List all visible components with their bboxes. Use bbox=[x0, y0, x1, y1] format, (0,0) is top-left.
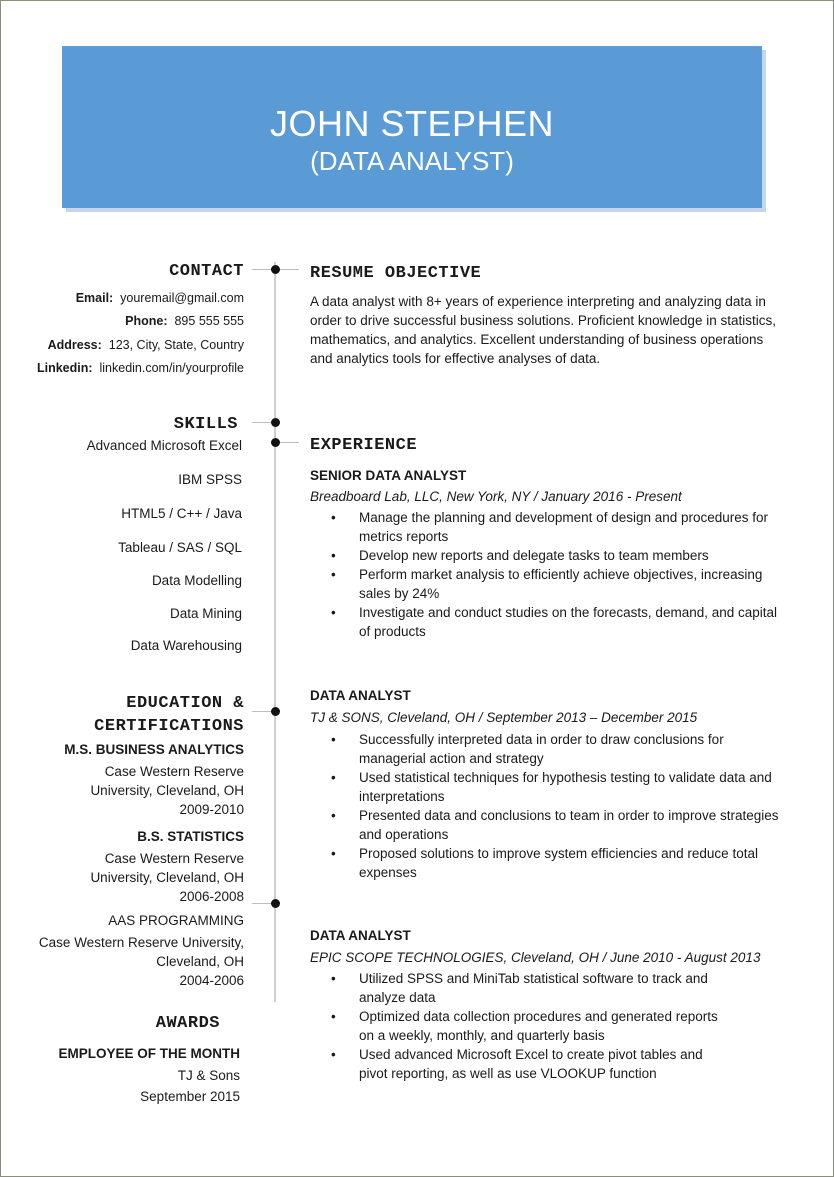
skill-item: Data Modelling bbox=[151, 573, 242, 588]
header-banner bbox=[62, 46, 762, 208]
education-degree: M.S. BUSINESS ANALYTICS bbox=[64, 742, 244, 757]
education-school: Case Western Reserve University, bbox=[38, 935, 244, 950]
contact-phone bbox=[125, 314, 244, 328]
education-heading-line2: CERTIFICATIONS bbox=[94, 717, 244, 736]
contact-linkedin bbox=[37, 361, 244, 375]
contact-email bbox=[76, 291, 244, 305]
awards-heading: AWARDS bbox=[155, 1014, 220, 1033]
education-years: 2006-2008 bbox=[179, 889, 244, 904]
timeline-tick bbox=[252, 269, 272, 270]
skill-item: HTML5 / C++ / Java bbox=[121, 506, 242, 521]
timeline-dot bbox=[271, 265, 280, 274]
job-bullet: • Develop new reports and delegate tasks to team members bbox=[331, 546, 791, 565]
education-school: Case Western Reserve bbox=[104, 851, 244, 866]
job-bullets bbox=[331, 508, 791, 641]
job-bullet: • Perform market analysis to efficiently achieve objectives, increasing sales by 24% bbox=[331, 565, 791, 603]
award-date: September 2015 bbox=[140, 1089, 240, 1104]
skill-item: Data Mining bbox=[169, 606, 242, 621]
education-years: 2009-2010 bbox=[179, 802, 244, 817]
contact-heading: CONTACT bbox=[169, 262, 244, 281]
job-bullet: • Utilized SPSS and MiniTab statistical software to track and analyze data bbox=[331, 969, 731, 1007]
contact-label: Phone: bbox=[125, 314, 168, 328]
award-title: EMPLOYEE OF THE MONTH bbox=[58, 1046, 240, 1061]
job-company: TJ & SONS, Cleveland, OH / September 2013 – December 2015 bbox=[310, 710, 698, 725]
award-org: TJ & Sons bbox=[177, 1068, 240, 1083]
job-title: SENIOR DATA ANALYST bbox=[310, 468, 467, 483]
education-heading-line1: EDUCATION & bbox=[126, 694, 244, 713]
contact-value: youremail@gmail.com bbox=[120, 291, 244, 305]
timeline-tick bbox=[279, 442, 299, 443]
job-bullet: • Used advanced Microsoft Excel to create pivot tables and pivot reporting, as well as use VLOOKUP function bbox=[331, 1045, 731, 1083]
contact-label: Address: bbox=[47, 338, 102, 352]
contact-label: Linkedin: bbox=[36, 361, 93, 375]
timeline-tick bbox=[252, 422, 272, 423]
education-years: 2004-2006 bbox=[179, 973, 244, 988]
skills-heading: SKILLS bbox=[173, 415, 238, 434]
skill-item: IBM SPSS bbox=[178, 472, 242, 487]
job-bullet: • Presented data and conclusions to team in order to improve strategies and operations bbox=[331, 806, 791, 844]
job-bullet: • Successfully interpreted data in order to draw conclusions for managerial action and strategy bbox=[331, 730, 791, 768]
timeline-tick bbox=[252, 711, 272, 712]
timeline-line bbox=[274, 262, 276, 1002]
timeline-tick bbox=[279, 269, 299, 270]
contact-address bbox=[48, 338, 244, 352]
job-company: EPIC SCOPE TECHNOLOGIES, Cleveland, OH / June 2010 - August 2013 bbox=[310, 950, 761, 965]
job-bullets bbox=[331, 969, 731, 1083]
objective-heading: RESUME OBJECTIVE bbox=[310, 264, 482, 283]
education-degree: B.S. STATISTICS bbox=[137, 829, 244, 844]
timeline-dot bbox=[271, 707, 280, 716]
job-bullet: • Optimized data collection procedures and generated reports on a weekly, monthly, and quarterly basis bbox=[331, 1007, 731, 1045]
candidate-name: JOHN STEPHEN bbox=[269, 103, 555, 144]
job-title: DATA ANALYST bbox=[310, 688, 411, 703]
skill-item: Data Warehousing bbox=[130, 638, 242, 653]
objective-text: A data analyst with 8+ years of experience interpreting and analyzing data in order to drive successful business solutions. Proficient knowledge in statistics, mathematics, and analytics. Excellent understanding of business operations and analytics tools for effective analyses of data. bbox=[310, 294, 776, 366]
timeline-dot bbox=[271, 899, 280, 908]
timeline-tick bbox=[252, 903, 272, 904]
job-bullet: • Proposed solutions to improve system efficiencies and reduce total expenses bbox=[331, 844, 791, 882]
timeline-dot bbox=[271, 418, 280, 427]
education-school: Cleveland, OH bbox=[156, 954, 244, 969]
contact-value: 895 555 555 bbox=[174, 314, 244, 328]
job-title: DATA ANALYST bbox=[310, 928, 411, 943]
education-degree: AAS PROGRAMMING bbox=[108, 913, 244, 928]
contact-value: 123, City, State, Country bbox=[108, 338, 244, 352]
education-school: Case Western Reserve bbox=[104, 764, 244, 779]
skill-item: Tableau / SAS / SQL bbox=[118, 540, 242, 555]
job-bullets bbox=[331, 730, 791, 882]
job-bullet: • Investigate and conduct studies on the forecasts, demand, and capital of products bbox=[331, 603, 791, 641]
job-company: Breadboard Lab, LLC, New York, NY / January 2016 - Present bbox=[310, 489, 682, 504]
experience-heading: EXPERIENCE bbox=[310, 436, 418, 455]
timeline-dot bbox=[271, 438, 280, 447]
candidate-title: (DATA ANALYST) bbox=[310, 146, 514, 176]
job-bullet: • Manage the planning and development of design and procedures for metrics reports bbox=[331, 508, 791, 546]
contact-value: linkedin.com/in/yourprofile bbox=[99, 361, 244, 375]
job-bullet: • Used statistical techniques for hypothesis testing to validate data and interpretations bbox=[331, 768, 791, 806]
education-school: University, Cleveland, OH bbox=[90, 783, 244, 798]
education-school: University, Cleveland, OH bbox=[90, 870, 244, 885]
contact-label: Email: bbox=[75, 291, 114, 305]
skill-item: Advanced Microsoft Excel bbox=[86, 438, 242, 453]
